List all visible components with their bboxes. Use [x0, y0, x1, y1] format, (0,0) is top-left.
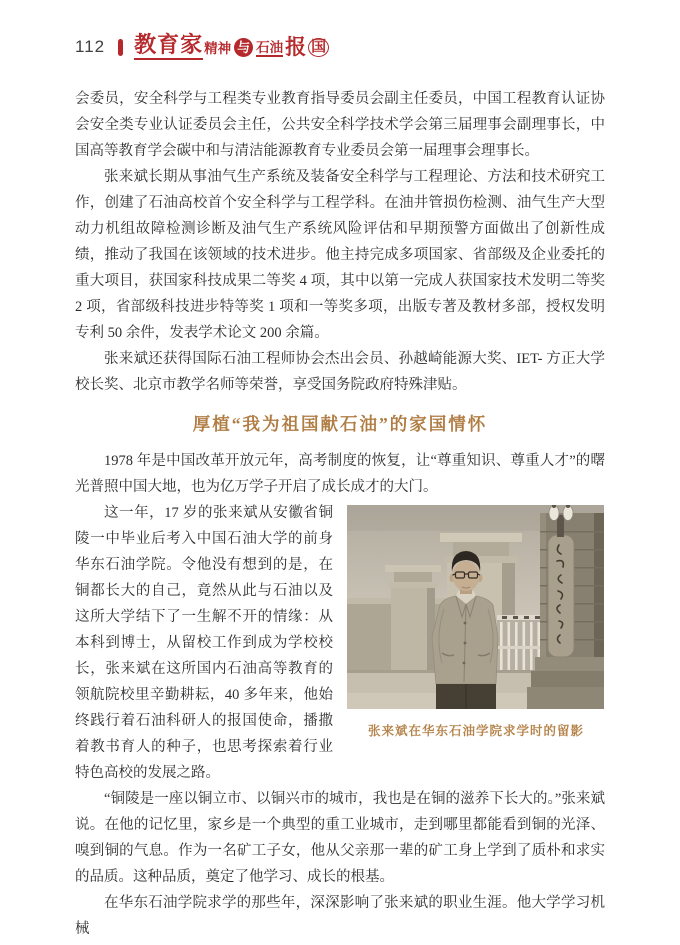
page-number: 112 [75, 37, 106, 56]
paragraph-1978-enrollment: 这一年，17 岁的张来斌从安徽省铜陵一中毕业后考入中国石油大学的前身华东石油学院。令他没有想到的是，在铜都长大的自己，竟然从此与石油以及这所大学结下了一生解不开的情缘：从本科到博士，从留校工作到成为学校校长，张来斌在这所国内石油高等教育的领航院校里辛勤耕耘，40 多年来，他始终践行着石油科研人的报国使命，播撒着教书育人的种子，也思考探索着行业特色高校的发展之路。 [75, 505, 333, 781]
paragraph-1978-reform: 1978 年是中国改革开放元年，高考制度的恢复，让“尊重知识、尊重人才”的曙光普照中国大地，也为亿万学子开启了成长成才的大门。 [75, 453, 605, 495]
paragraph-research-achievements: 张来斌长期从事油气生产系统及装备安全科学与工程理论、方法和技术研究工作，创建了石油高校首个安全科学与工程学科。在油井管损伤检测、油气生产大型动力机组故障检测诊断及油气生产系统风险评估和早期预警方面做出了创新性成绩，推动了我国在该领域的技术进步。他主持完成多项国家、省部级及企业委托的重大项目，获国家科技成果二等奖 4 项，其中以第一完成人获国家技术发明二等奖 2 项，省部级科技进步特等奖 1 项和一等奖多项，出版专著及教材多部，授权发明专利 50 余件，发表学术论文 200 余篇。 [75, 169, 605, 341]
logo-text-educator: 教育家 [134, 34, 203, 60]
logo-text-spirit: 精神 [204, 41, 232, 57]
photo-caption: 张来斌在华东石油学院求学时的留影 [367, 724, 584, 738]
logo-circle-yu: 与 [234, 38, 253, 57]
logo-text-petroleum: 石油 [256, 37, 283, 58]
photo-figure [347, 505, 605, 744]
paragraph-tongling-hometown: “铜陵是一座以铜立市、以铜兴市的城市，我也是在铜的滋养下长大的。”张来斌说。在他的记忆里，家乡是一个典型的重工业城市，走到哪里都能看到铜的光泽、嗅到铜的气息。作为一名矿工子女，他从父亲那一辈的矿工身上学到了质朴和求实的品质。这种品质，奠定了他学习、成长的根基。 [75, 791, 605, 885]
section-heading: 厚植“我为祖国献石油”的家国情怀 [192, 414, 488, 434]
paragraph-honors: 张来斌还获得国际石油工程师协会杰出会员、孙越崎能源大奖、IET- 方正大学校长奖、北京市教学名师等荣誉，享受国务院政府特殊津贴。 [75, 351, 605, 393]
header-divider-bar [118, 39, 123, 56]
paragraph-committee-roles: 会委员，安全科学与工程类专业教育指导委员会副主任委员，中国工程教育认证协会安全类专业认证委员会主任，公共安全科学技术学会第三届理事会副理事长，中国高等教育学会碳中和与清洁能源教育专业委员会第一届理事会理事长。 [75, 91, 605, 159]
logo-text-serve: 报 [285, 34, 307, 59]
photo-young-zhang-at-huadong-gate [347, 505, 604, 709]
page-header [75, 34, 329, 60]
magazine-logo [134, 34, 329, 60]
article-body [75, 86, 605, 942]
paragraph-study-years: 在华东石油学院求学的那些年，深深影响了张来斌的职业生涯。他大学学习机械 [75, 895, 605, 937]
logo-text-country: 国 [308, 38, 329, 57]
